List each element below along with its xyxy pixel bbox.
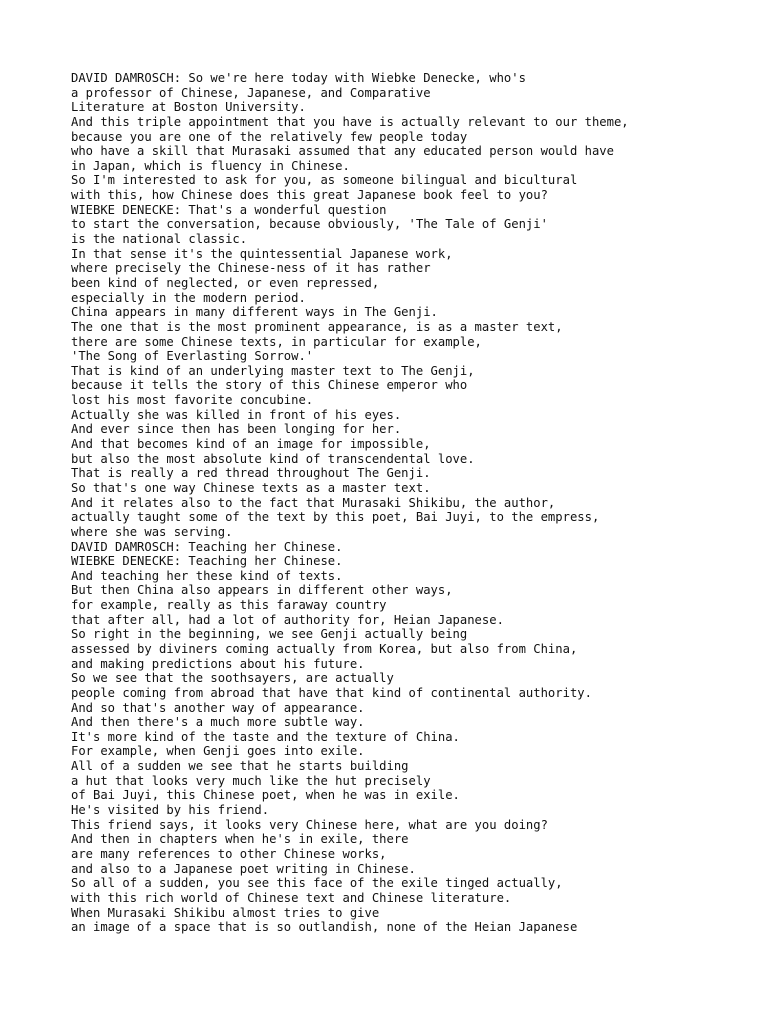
transcript-line: of Bai Juyi, this Chinese poet, when he was in exile. (71, 788, 460, 803)
transcript-line: And then in chapters when he's in exile, there (71, 832, 409, 847)
transcript-line: are many references to other Chinese works, (71, 846, 387, 861)
transcript-line: This friend says, it looks very Chinese here, what are you doing? (71, 817, 548, 832)
transcript-line: because you are one of the relatively few people today (71, 129, 468, 144)
transcript-line: WIEBKE DENECKE: Teaching her Chinese. (71, 554, 343, 569)
transcript-line: That is kind of an underlying master text to The Genji, (71, 363, 475, 378)
transcript-line: for example, really as this faraway country (71, 598, 387, 613)
transcript-line: Actually she was killed in front of his eyes. (71, 407, 402, 422)
transcript-line: because it tells the story of this Chinese emperor who (71, 378, 468, 393)
transcript-line: All of a sudden we see that he starts building (71, 759, 409, 774)
transcript-line: WIEBKE DENECKE: That's a wonderful question (71, 202, 387, 217)
transcript-line: an image of a space that is so outlandish, none of the Heian Japanese (71, 920, 578, 935)
transcript-line: And then there's a much more subtle way. (71, 715, 365, 730)
transcript-line: But then China also appears in different other ways, (71, 583, 453, 598)
transcript-line: actually taught some of the text by this poet, Bai Juyi, to the empress, (71, 510, 600, 525)
transcript-line: The one that is the most prominent appearance, is as a master text, (71, 319, 563, 334)
transcript-line: assessed by diviners coming actually from Korea, but also from China, (71, 641, 578, 656)
transcript-line: Literature at Boston University. (71, 100, 306, 115)
transcript-line: So all of a sudden, you see this face of the exile tinged actually, (71, 876, 563, 891)
transcript-line: And that becomes kind of an image for impossible, (71, 437, 431, 452)
transcript-line: to start the conversation, because obviously, 'The Tale of Genji' (71, 217, 548, 232)
transcript-line: In that sense it's the quintessential Japanese work, (71, 246, 453, 261)
transcript-line: with this, how Chinese does this great Japanese book feel to you? (71, 188, 548, 203)
transcript-line: DAVID DAMROSCH: So we're here today with Wiebke Denecke, who's (71, 71, 526, 85)
transcript-line: a hut that looks very much like the hut precisely (71, 773, 431, 788)
transcript-line: but also the most absolute kind of transcendental love. (71, 451, 475, 466)
transcript-line: people coming from abroad that have that kind of continental authority. (71, 685, 592, 700)
transcript-line: So that's one way Chinese texts as a master text. (71, 480, 431, 495)
transcript-line: It's more kind of the taste and the texture of China. (71, 729, 460, 744)
transcript-line: been kind of neglected, or even repressed, (71, 275, 380, 290)
transcript-line: with this rich world of Chinese text and Chinese literature. (71, 890, 512, 905)
transcript-line: especially in the modern period. (71, 290, 306, 305)
transcript-line: So we see that the soothsayers, are actually (71, 671, 394, 686)
transcript-line: and making predictions about his future. (71, 656, 365, 671)
transcript-line: there are some Chinese texts, in particular for example, (71, 334, 482, 349)
transcript-line: He's visited by his friend. (71, 803, 270, 818)
transcript-line: and also to a Japanese poet writing in Chinese. (71, 861, 416, 876)
transcript-line: is the national classic. (71, 232, 248, 247)
transcript-line: that after all, had a lot of authority for, Heian Japanese. (71, 612, 504, 627)
transcript-line: a professor of Chinese, Japanese, and Comparative (71, 85, 431, 100)
transcript-line: And this triple appointment that you have is actually relevant to our theme, (71, 114, 629, 129)
transcript-line: And so that's another way of appearance. (71, 700, 365, 715)
transcript-line: 'The Song of Everlasting Sorrow.' (71, 349, 314, 364)
transcript-line: in Japan, which is fluency in Chinese. (71, 158, 350, 173)
transcript-line: And it relates also to the fact that Murasaki Shikibu, the author, (71, 495, 556, 510)
transcript-line: China appears in many different ways in The Genji. (71, 305, 438, 320)
transcript-line: When Murasaki Shikibu almost tries to give (71, 905, 380, 920)
transcript-line: That is really a red thread throughout The Genji. (71, 466, 431, 481)
transcript-line: lost his most favorite concubine. (71, 393, 314, 408)
transcript-line: where precisely the Chinese-ness of it has rather (71, 261, 431, 276)
transcript-line: So I'm interested to ask for you, as someone bilingual and bicultural (71, 173, 578, 188)
transcript-line: And teaching her these kind of texts. (71, 568, 343, 583)
transcript-page (71, 71, 751, 935)
transcript-line: where she was serving. (71, 524, 233, 539)
transcript-line: For example, when Genji goes into exile. (71, 744, 365, 759)
transcript-line: And ever since then has been longing for her. (71, 422, 402, 437)
transcript-line: So right in the beginning, we see Genji actually being (71, 627, 468, 642)
transcript-line: who have a skill that Murasaki assumed that any educated person would have (71, 144, 614, 159)
transcript-line: DAVID DAMROSCH: Teaching her Chinese. (71, 539, 343, 554)
